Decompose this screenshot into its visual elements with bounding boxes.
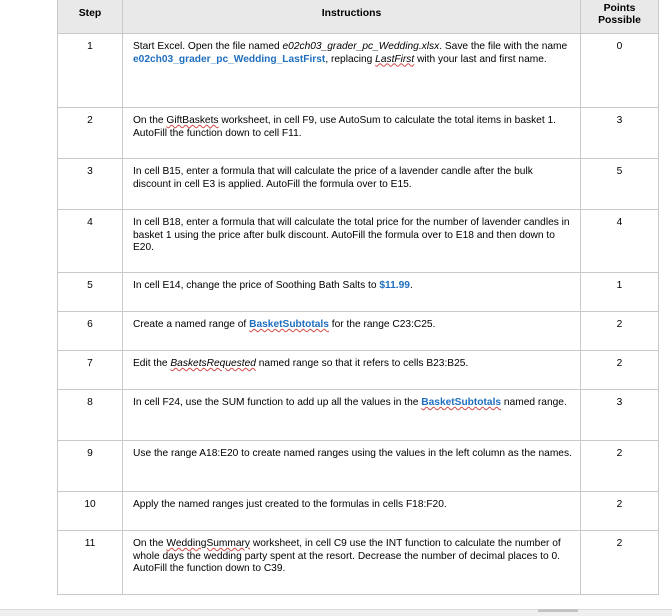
table-row [58,210,659,273]
table-row [58,531,659,595]
instruction-text: In cell E14, change the price of Soothing Bath Salts to $11.99. [123,273,581,312]
instruction-text: In cell F24, use the SUM function to add up all the values in the BasketSubtotals named range. [123,390,581,441]
step-number: 9 [58,441,123,492]
step-number: 2 [58,108,123,159]
table-row [58,492,659,531]
header-points-line1: Points [603,3,636,14]
step-number: 4 [58,210,123,273]
table-row [58,312,659,351]
header-step: Step [58,0,123,34]
points-value: 0 [581,34,659,108]
step-number: 6 [58,312,123,351]
step-number: 7 [58,351,123,390]
points-value: 2 [581,441,659,492]
points-value: 2 [581,492,659,531]
points-value: 1 [581,273,659,312]
step-number: 8 [58,390,123,441]
step-number: 3 [58,159,123,210]
instruction-text: Create a named range of BasketSubtotals for the range C23:C25. [123,312,581,351]
instruction-text: On the WeddingSummary worksheet, in cell C9 use the INT function to calculate the number of whole days the wedding party spent at the resort. Decrease the number of decimal places to 0. AutoFill the function down to C39. [123,531,581,595]
instruction-text: In cell B18, enter a formula that will calculate the total price for the number of lavender candles in basket 1 using the price after bulk discount. AutoFill the formula over to E18 and then down to E20. [123,210,581,273]
table-row [58,34,659,108]
points-value: 2 [581,312,659,351]
scrollbar-thumb[interactable] [538,609,578,612]
instruction-text: In cell B15, enter a formula that will calculate the price of a lavender candle after the bulk discount in cell E3 is applied. AutoFill the formula over to E15. [123,159,581,210]
table-row [58,159,659,210]
header-row [58,0,659,34]
instructions-table [57,0,659,595]
table-row [58,273,659,312]
table-row [58,441,659,492]
instruction-text: Edit the BasketsRequested named range so that it refers to cells B23:B25. [123,351,581,390]
points-value: 2 [581,351,659,390]
points-value: 2 [581,531,659,595]
step-number: 11 [58,531,123,595]
table-row [58,351,659,390]
step-number: 10 [58,492,123,531]
header-points-possible [581,0,659,34]
points-value: 4 [581,210,659,273]
instruction-text: On the GiftBaskets worksheet, in cell F9, use AutoSum to calculate the total items in basket 1. AutoFill the function down to cell F11. [123,108,581,159]
points-value: 3 [581,390,659,441]
instruction-text: Start Excel. Open the file named e02ch03_grader_pc_Wedding.xlsx. Save the file with the name e02ch03_grader_pc_Wedding_LastFirst, replacing LastFirst with your last and first name. [123,34,581,108]
step-number: 1 [58,34,123,108]
step-number: 5 [58,273,123,312]
instruction-text: Apply the named ranges just created to the formulas in cells F18:F20. [123,492,581,531]
points-value: 5 [581,159,659,210]
header-instructions: Instructions [123,0,581,34]
instruction-text: Use the range A18:E20 to create named ranges using the values in the left column as the names. [123,441,581,492]
table-row [58,390,659,441]
table-row [58,108,659,159]
points-value: 3 [581,108,659,159]
header-points-line2: Possible [598,15,641,26]
